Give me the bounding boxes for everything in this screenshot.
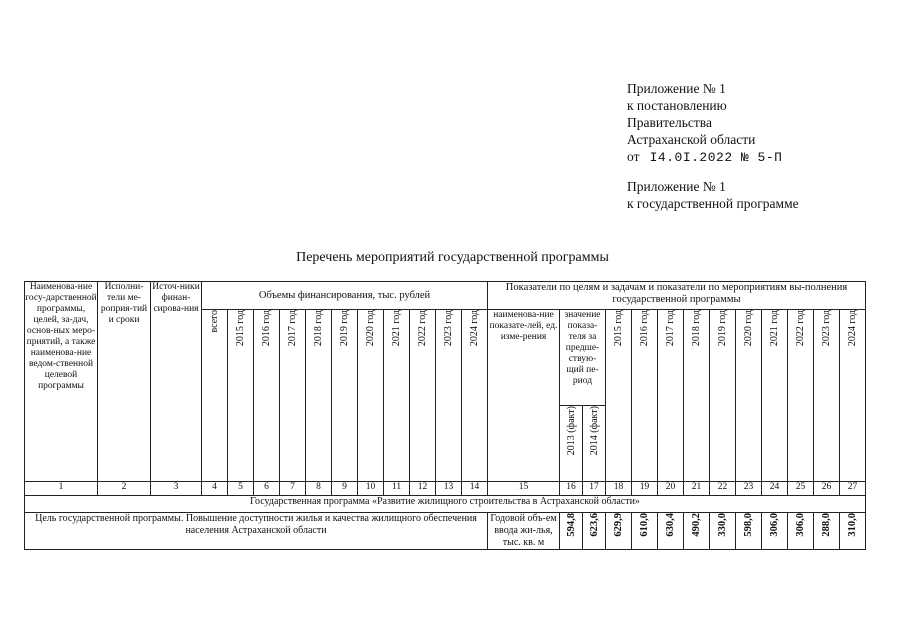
indicator-value-2015: 629,9 (606, 513, 632, 550)
header-funding-volumes: Объемы финансирования, тыс. рублей (202, 282, 488, 310)
column-number: 1 (25, 482, 98, 496)
header-funding-2015: 2015 год (228, 310, 254, 482)
column-number: 16 (560, 482, 583, 496)
indicator-value-2017: 630,4 (658, 513, 684, 550)
header-funding-2016: 2016 год (254, 310, 280, 482)
column-number: 12 (410, 482, 436, 496)
column-number: 19 (632, 482, 658, 496)
header-funding-2020: 2020 год (358, 310, 384, 482)
indicator-value-2018: 490,2 (684, 513, 710, 550)
column-number: 2 (98, 482, 151, 496)
column-number: 20 (658, 482, 684, 496)
column-number: 10 (358, 482, 384, 496)
column-number: 27 (840, 482, 866, 496)
indicator-value-2019: 330,0 (710, 513, 736, 550)
appendix1-line4: Астраханской области (627, 132, 756, 147)
header-total: всего (202, 310, 228, 482)
column-number: 23 (736, 482, 762, 496)
header-indicator-2017: 2017 год (658, 310, 684, 482)
header-previous-period: значение показа-теля за предше-ствую-щий пе-риод (560, 310, 606, 406)
measures-table (24, 281, 866, 550)
column-number: 25 (788, 482, 814, 496)
column-number: 21 (684, 482, 710, 496)
column-number: 4 (202, 482, 228, 496)
header-funding-2022: 2022 год (410, 310, 436, 482)
header-executors: Исполни-тели ме-роприя-тий и сроки (98, 282, 151, 482)
appendix1-line2: к постановлению (627, 98, 727, 113)
header-funding-2021: 2021 год (384, 310, 410, 482)
indicator-value-2023: 288,0 (814, 513, 840, 550)
column-number: 15 (488, 482, 560, 496)
column-number: 14 (462, 482, 488, 496)
appendix2-line2: к государственной программе (627, 196, 799, 211)
header-indicator-2015: 2015 год (606, 310, 632, 482)
indicator-value-2022: 306,0 (788, 513, 814, 550)
column-number: 5 (228, 482, 254, 496)
column-number: 18 (606, 482, 632, 496)
column-number: 22 (710, 482, 736, 496)
column-number: 11 (384, 482, 410, 496)
column-number: 13 (436, 482, 462, 496)
goal-row (25, 513, 866, 550)
column-number: 8 (306, 482, 332, 496)
header-funding-2019: 2019 год (332, 310, 358, 482)
column-number: 24 (762, 482, 788, 496)
goal-text: Цель государственной программы. Повышение доступности жилья и качества жилищного обеспечения населения Астраханской области (25, 513, 488, 550)
header-indicator-2022: 2022 год (788, 310, 814, 482)
document-title: Перечень мероприятий государственной программы (296, 250, 609, 265)
header-funding-sources: Источ-ники финан-сирова-ния (151, 282, 202, 482)
header-prev-2013: 2013 (факт) (560, 406, 583, 482)
header-funding-2023: 2023 год (436, 310, 462, 482)
indicator-value-2013: 594,8 (560, 513, 583, 550)
decree-date-number: I4.0I.2022 № 5-П (649, 150, 783, 165)
appendix-to-decree (627, 80, 799, 212)
header-indicator-2021: 2021 год (762, 310, 788, 482)
column-number: 17 (583, 482, 606, 496)
column-number: 3 (151, 482, 202, 496)
header-indicators: Показатели по целям и задачам и показатели по мероприятиям вы-полнения государственной программы (488, 282, 866, 310)
column-number: 7 (280, 482, 306, 496)
column-number: 26 (814, 482, 840, 496)
appendix1-line3: Правительства (627, 115, 712, 130)
appendix1-line1: Приложение № 1 (627, 81, 726, 96)
header-funding-2018: 2018 год (306, 310, 332, 482)
indicator-name: Годовой объ-ем ввода жи-лья, тыс. кв. м (488, 513, 560, 550)
header-indicator-2023: 2023 год (814, 310, 840, 482)
column-number: 6 (254, 482, 280, 496)
header-indicator-2019: 2019 год (710, 310, 736, 482)
header-prev-2014: 2014 (факт) (583, 406, 606, 482)
header-funding-2017: 2017 год (280, 310, 306, 482)
header-indicator-2024: 2024 год (840, 310, 866, 482)
column-number: 9 (332, 482, 358, 496)
program-name-row: Государственная программа «Развитие жилищного строительства в Астраханской области» (25, 496, 866, 513)
header-indicator-2020: 2020 год (736, 310, 762, 482)
header-funding-2024: 2024 год (462, 310, 488, 482)
date-prefix: от (627, 149, 640, 164)
indicator-value-2014: 623,6 (583, 513, 606, 550)
appendix2-line1: Приложение № 1 (627, 179, 726, 194)
appendix1-date-line (627, 148, 799, 166)
header-indicator-name: наименова-ние показате-лей, ед. изме-рения (488, 310, 560, 482)
indicator-value-2024: 310,0 (840, 513, 866, 550)
column-number-row (25, 482, 866, 496)
indicator-value-2020: 598,0 (736, 513, 762, 550)
indicator-value-2021: 306,0 (762, 513, 788, 550)
header-indicator-2016: 2016 год (632, 310, 658, 482)
header-indicator-2018: 2018 год (684, 310, 710, 482)
indicator-value-2016: 610,0 (632, 513, 658, 550)
header-program-name: Наименова-ние госу-дарственной программы, целей, за-дач, основ-ных меро-приятий, а также наименова-ние ведом-ственной целевой программы (25, 282, 98, 482)
